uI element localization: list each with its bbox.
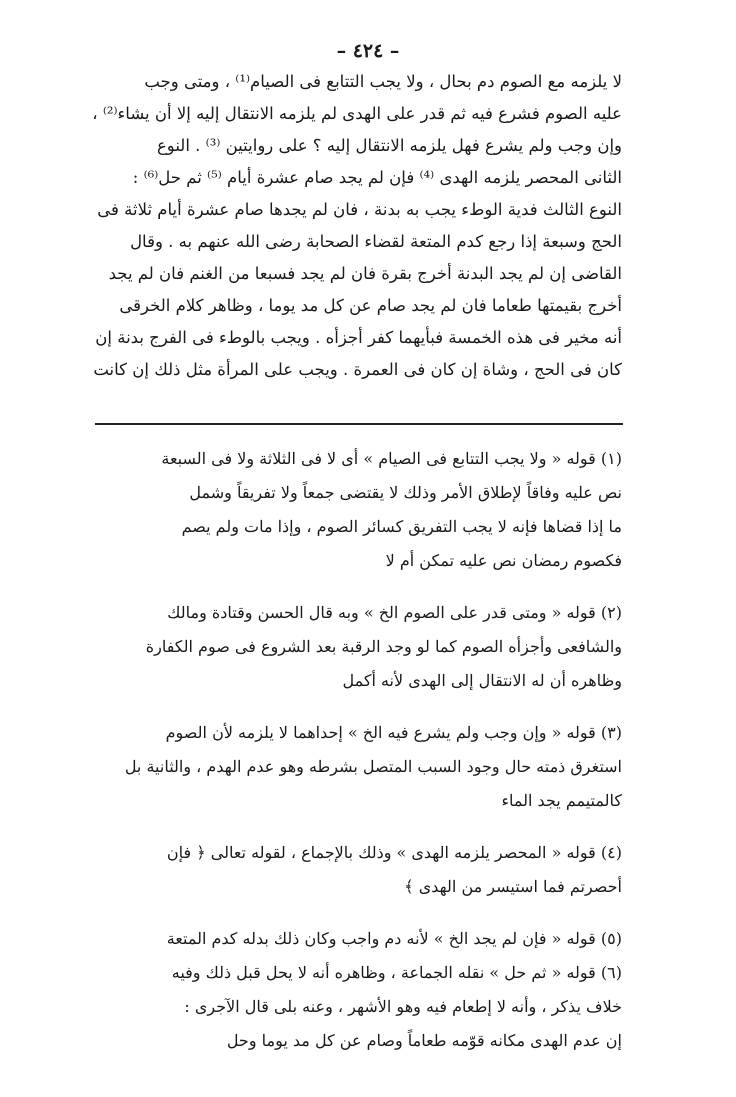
main-text-line: أنه مخير فى هذه الخمسة فبأيهما كفر أجزأه . ويجب بالوطء فى الفرج بدنة إن: [95, 328, 622, 347]
main-text-line: لا يلزمه مع الصوم دم بحال ، ولا يجب التتابع فى الصيام⁽¹⁾ ، ومتى وجب: [144, 72, 622, 91]
main-text-line: النوع الثالث فدية الوطء يجب به بدنة ، فان لم يجدها صام عشرة أيام ثلاثة فى: [97, 200, 622, 219]
footnote-3: [92, 716, 622, 818]
footnote-line: وظاهره أن له الانتقال إلى الهدى لأنه أكمل: [342, 671, 622, 690]
page-number: – ٤٢٤ –: [336, 40, 400, 62]
footnote-6: [92, 956, 622, 1058]
footnote-line: والشافعى وأجزأه الصوم كما لو وجد الرقبة بعد الشروع فى صوم الكفارة: [145, 637, 622, 656]
footnote-line: (٦) قوله « ثم حل » نقله الجماعة ، وظاهره أنه لا يحل قبل ذلك وفيه: [171, 963, 622, 982]
main-text-line: القاضى إن لم يجد البدنة أخرج بقرة فان لم يجد فسبعا من الغنم فان لم يجد: [108, 264, 622, 283]
footnote-line: (٣) قوله « وإن وجب ولم يشرع فيه الخ » إحداهما لا يلزمه لأن الصوم: [165, 723, 622, 742]
main-text-line: أخرج بقيمتها طعاما فان لم يجد صام عن كل مد يوما ، وظاهر كلام الخرقى: [119, 296, 622, 315]
footnote-line: (١) قوله « ولا يجب التتابع فى الصيام » أى لا فى الثلاثة ولا فى السبعة: [161, 449, 622, 468]
main-text-line: وإن وجب ولم يشرع فهل يلزمه الانتقال إليه ؟ على روايتين ⁽³⁾ . النوع: [156, 136, 622, 155]
main-text-block: [92, 66, 622, 386]
footnote-line: (٢) قوله « ومتى قدر على الصوم الخ » وبه قال الحسن وقتادة ومالك: [167, 603, 622, 622]
footnote-line: أحصرتم فما استيسر من الهدى ﴾: [404, 877, 622, 896]
footnote-line: كالمتيمم يجد الماء: [501, 791, 622, 810]
main-text-line: كان فى الحج ، وشاة إن كان فى العمرة . ويجب على المرأة مثل ذلك إن كانت: [93, 360, 622, 379]
footnote-line: إن عدم الهدى مكانه قوّمه طعاماً وصام عن كل مد يوما وحل: [226, 1031, 622, 1050]
footnote-4: [92, 836, 622, 904]
footnote-2: [92, 596, 622, 698]
footnote-divider: [95, 423, 623, 425]
main-text-line: الثانى المحصر يلزمه الهدى ⁽⁴⁾ فإن لم يجد صام عشرة أيام ⁽⁵⁾ ثم حل⁽⁶⁾ :: [132, 168, 622, 187]
footnote-line: فكصوم رمضان نص عليه تمكن أم لا: [385, 551, 622, 570]
footnote-line: (٤) قوله « المحصر يلزمه الهدى » وذلك بالإجماع ، لقوله تعالى ﴿ فإن: [166, 843, 622, 862]
footnote-5: [92, 922, 622, 956]
footnote-line: نص عليه وفاقاً لإطلاق الأمر وذلك لا يقتضى جمعاً ولا تفريقاً وشمل: [189, 483, 622, 502]
footnote-line: (٥) قوله « فإن لم يجد الخ » لأنه دم واجب وكان ذلك بدله كدم المتعة: [166, 929, 622, 948]
footnote-line: ما إذا قضاها فإنه لا يجب التفريق كسائر الصوم ، وإذا مات ولم يصم: [181, 517, 622, 536]
footnote-line: استغرق ذمته حال وجود السبب المتصل بشرطه وهو عدم الهدم ، والثانية بل: [124, 757, 622, 776]
footnote-1: [92, 442, 622, 578]
main-text-line: الحج وسبعة إذا رجع كدم المتعة لقضاء الصحابة رضى الله عنهم به . وقال: [130, 232, 622, 251]
footnotes-section: [92, 442, 622, 1076]
footnote-line: خلاف يذكر ، وأنه لا إطعام فيه وهو الأشهر ، وعنه بلى قال الآجرى :: [184, 997, 622, 1016]
main-text-line: عليه الصوم فشرع فيه ثم قدر على الهدى لم يلزمه الانتقال إليه إلا أن يشاء⁽²⁾ ،: [92, 104, 622, 123]
